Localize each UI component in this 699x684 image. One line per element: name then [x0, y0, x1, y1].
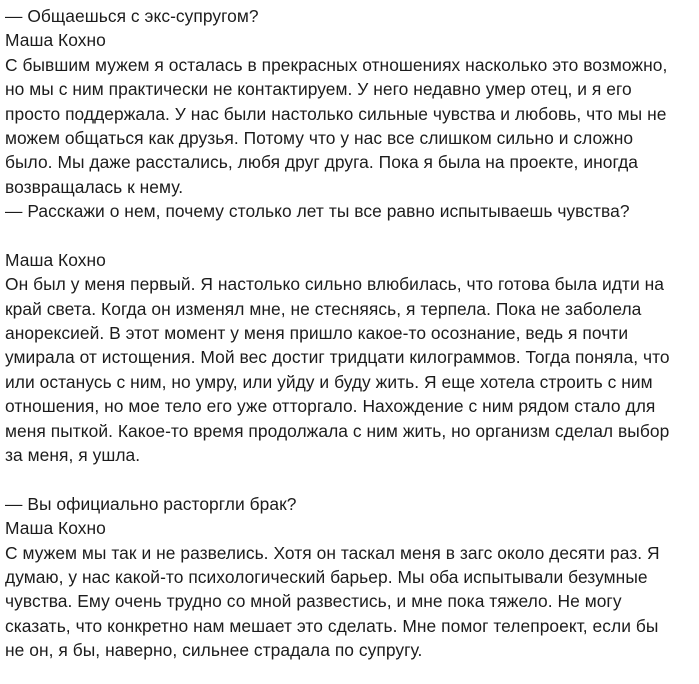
answer-2-line: меня пыткой. Какое-то время продолжала с ним жить, но организм сделал выбор [5, 420, 670, 441]
answer-2-line: за меня, я ушла. [5, 445, 141, 466]
answer-1-line: но мы с ним практически не контактируем. У него недавно умер отец, и я его [5, 79, 632, 100]
answer-3 [5, 541, 693, 663]
question-1: — Общаешься с экс-супругом? [5, 6, 259, 26]
answer-2-line: умирала от истощения. Мой вес достиг тридцати килограммов. Тогда поняла, что [5, 347, 670, 368]
paragraph-spacer [5, 467, 693, 491]
question-3: — Вы официально расторгли брак? [5, 493, 297, 514]
answer-1 [5, 53, 693, 199]
answer-1-line: С бывшим мужем я осталась в прекрасных отношениях насколько это возможно, [5, 54, 668, 75]
answer-2-line: анорексией. В этот момент у меня пришло какое-то осознание, ведь я почти [5, 323, 629, 344]
answer-2-line: край света. Когда он изменял мне, не стесняясь, я терпела. Пока не заболела [5, 298, 642, 319]
answer-3-line: думаю, у нас какой-то психологический барьер. Мы оба испытывали безумные [5, 566, 648, 587]
answer-2-line: Он был у меня первый. Я настолько сильно влюбилась, что готова была идти на [5, 274, 664, 295]
speaker-name-2: Маша Кохно [5, 249, 106, 270]
answer-3-line: С мужем мы так и не развелись. Хотя он таскал меня в загс около десяти раз. Я [5, 542, 660, 563]
answer-2-line: или останусь с ним, но умру, или уйду и буду жить. Я еще хотела строить с ним [5, 371, 653, 392]
answer-3-line: не он, я бы, наверно, сильнее страдала по супругу. [5, 640, 423, 661]
question-2: — Расскажи о нем, почему столько лет ты все равно испытываешь чувства? [5, 201, 630, 222]
answer-1-line: было. Мы даже расстались, любя друг друга. Пока я была на проекте, иногда [5, 152, 638, 173]
paragraph-spacer [5, 224, 693, 248]
answer-1-line: возвращалась к нему. [5, 176, 184, 197]
answer-1-line: просто поддержала. У нас были настолько сильные чувства и любовь, что мы не [5, 103, 667, 124]
answer-3-line: чувства. Ему очень трудно со мной развестись, и мне пока тяжело. Не могу [5, 591, 622, 612]
answer-3-line: сказать, что конкретно нам мешает это сделать. Мне помог телепроект, если бы [5, 615, 659, 636]
answer-2 [5, 272, 693, 467]
answer-2-line: отношения, но мое тело его уже отторгало. Нахождение с ним рядом стало для [5, 396, 656, 417]
speaker-name-1: Маша Кохно [5, 30, 106, 51]
speaker-name-3: Маша Кохно [5, 518, 106, 539]
answer-1-line: можем общаться как друзья. Потому что у нас все слишком сильно и сложно [5, 127, 634, 148]
